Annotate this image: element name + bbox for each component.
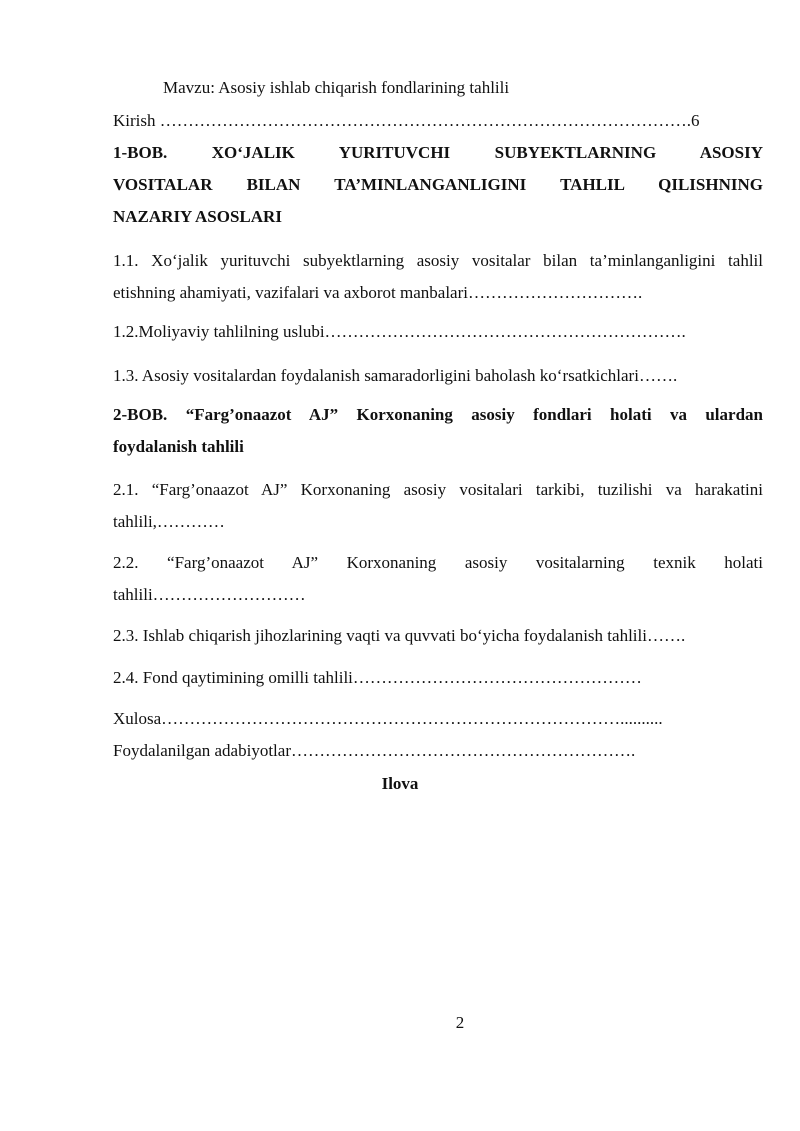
toc-section-2-4: 2.4. Fond qaytimining omilli tahlili…………………………………………… <box>113 668 642 687</box>
topic-line: Mavzu: Asosiy ishlab chiqarish fondlarining tahlili <box>163 78 510 97</box>
toc-references: Foydalanilgan adabiyotlar……………………………………………………. <box>113 741 636 760</box>
toc-section-1-1-line1: 1.1. Xoʻjalik yurituvchi subyektlarning asosiy vositalar bilan ta’minlanganligini tahlil <box>113 251 763 270</box>
toc-intro: Kirish ………………………………………………………………………………….6 <box>113 111 700 130</box>
toc-section-1-3: 1.3. Asosiy vositalardan foydalanish samaradorligini baholash koʻrsatkichlari……. <box>113 366 678 385</box>
toc-chapter1-line1: 1-BOB. XOʻJALIK YURITUVCHI SUBYEKTLARNING ASOSIY <box>113 143 763 162</box>
toc-section-2-3: 2.3. Ishlab chiqarish jihozlarining vaqti va quvvati boʻyicha foydalanish tahlili……. <box>113 626 686 645</box>
toc-chapter1-line3: NAZARIY ASOSLARI <box>113 207 282 226</box>
toc-conclusion: Xulosa……………………………………………………………………….......... <box>113 709 663 728</box>
toc-section-2-1-line2: tahlili,………… <box>113 512 225 531</box>
toc-section-1-1-line2: etishning ahamiyati, vazifalari va axborot manbalari…………………………. <box>113 283 643 302</box>
toc-section-2-2-line2: tahlili……………………… <box>113 585 306 604</box>
toc-section-1-2: 1.2.Moliyaviy tahlilning uslubi………………………………………………………. <box>113 322 686 341</box>
toc-chapter2-line2: foydalanish tahlili <box>113 437 244 456</box>
toc-section-2-2-line1: 2.2. “Farg’onaazot AJ” Korxonaning asosiy vositalarning texnik holati <box>113 553 763 572</box>
toc-chapter1-line2: VOSITALAR BILAN TA’MINLANGANLIGINI TAHLIL QILISHNING <box>113 175 763 194</box>
page-number: 2 <box>455 1013 465 1032</box>
toc-appendix: Ilova <box>381 774 419 793</box>
toc-section-2-1-line1: 2.1. “Farg’onaazot AJ” Korxonaning asosiy vositalari tarkibi, tuzilishi va harakatini <box>113 480 763 499</box>
toc-chapter2-line1: 2-BOB. “Farg’onaazot AJ” Korxonaning asosiy fondlari holati va ulardan <box>113 405 763 424</box>
